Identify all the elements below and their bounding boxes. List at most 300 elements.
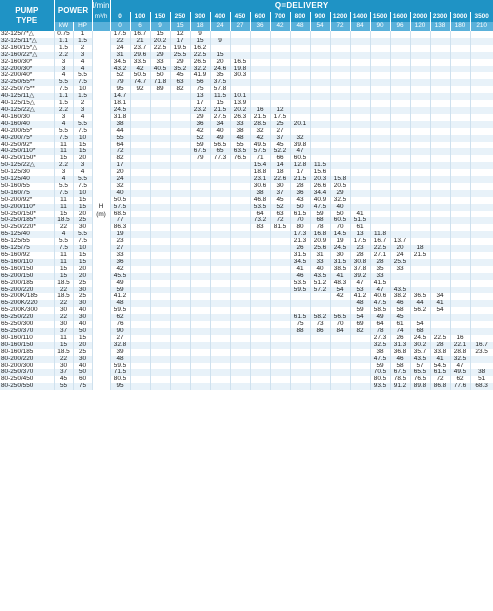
kw-cell: 1.1 — [54, 93, 73, 100]
head-value-cell — [370, 121, 390, 128]
head-value-cell — [410, 162, 430, 169]
head-value-cell — [470, 66, 493, 73]
head-value-cell — [270, 314, 290, 321]
head-value-cell — [430, 217, 450, 224]
head-value-cell: 33.5 — [130, 59, 150, 66]
table-row — [0, 204, 493, 211]
head-value-cell — [410, 155, 430, 162]
head-value-cell — [150, 169, 170, 176]
head-value-cell — [270, 273, 290, 280]
head-value-cell — [370, 204, 390, 211]
head-value-cell — [210, 356, 230, 363]
head-value-cell — [450, 307, 470, 314]
head-value-cell: 28 — [430, 342, 450, 349]
head-value-cell — [330, 93, 350, 100]
head-value-cell — [430, 259, 450, 266]
head-value-cell: 13.7 — [390, 238, 410, 245]
head-value-cell: 35.7 — [410, 349, 430, 356]
head-value-cell — [410, 142, 430, 149]
head-value-cell — [470, 314, 493, 321]
head-value-cell — [150, 280, 170, 287]
head-value-cell: 52 — [190, 135, 210, 142]
head-value-cell: 38.2 — [390, 293, 410, 300]
head-value-cell — [210, 335, 230, 342]
head-value-cell — [470, 107, 493, 114]
head-value-cell — [290, 307, 310, 314]
head-value-cell — [170, 204, 190, 211]
head-value-cell: 11.5 — [310, 162, 330, 169]
head-value-cell: 31 — [310, 252, 330, 259]
head-value-cell: 27 — [270, 128, 290, 135]
head-value-cell: 47 — [450, 363, 470, 370]
head-value-cell: 79 — [190, 155, 210, 162]
kw-cell: 0.75 — [54, 31, 73, 38]
table-row — [0, 335, 493, 342]
head-value-cell: 34.4 — [310, 190, 330, 197]
head-value-cell — [290, 114, 310, 121]
power-header: POWER — [54, 0, 92, 22]
head-value-cell — [290, 66, 310, 73]
m3h-value: 27 — [230, 22, 250, 31]
head-value-cell — [150, 135, 170, 142]
head-value-cell: 11.5 — [210, 93, 230, 100]
head-value-cell: 38 — [250, 190, 270, 197]
head-value-cell: 24 — [110, 176, 130, 183]
head-value-cell: 59.5 — [290, 287, 310, 294]
head-value-cell — [370, 45, 390, 52]
head-value-cell — [270, 59, 290, 66]
head-value-cell — [170, 121, 190, 128]
head-value-cell — [390, 231, 410, 238]
head-value-cell — [410, 266, 430, 273]
kw-cell: 37 — [54, 328, 73, 335]
head-value-cell — [230, 252, 250, 259]
head-value-cell — [390, 135, 410, 142]
head-value-cell — [190, 231, 210, 238]
head-value-cell — [430, 79, 450, 86]
head-value-cell: 49 — [370, 314, 390, 321]
head-value-cell — [250, 252, 270, 259]
hp-cell: 3 — [73, 107, 92, 114]
head-value-cell: 37 — [270, 135, 290, 142]
head-value-cell: 82 — [110, 155, 130, 162]
pump-type-cell: 32-160/22*△ — [0, 52, 54, 59]
head-value-cell — [230, 280, 250, 287]
table-row — [0, 245, 493, 252]
pump-type-cell: 50-160/55 — [0, 183, 54, 190]
head-value-cell: 43.5 — [410, 356, 430, 363]
head-value-cell — [190, 238, 210, 245]
head-value-cell: 26.3 — [230, 114, 250, 121]
head-value-cell: 43 — [290, 197, 310, 204]
hp-cell: 5.5 — [73, 121, 92, 128]
pump-type-cell: 50-125/30 — [0, 169, 54, 176]
head-value-cell — [350, 383, 370, 390]
kw-cell: 11 — [54, 335, 73, 342]
head-value-cell: 34.5 — [290, 259, 310, 266]
head-value-cell: 70 — [330, 321, 350, 328]
head-value-cell: 65.5 — [410, 369, 430, 376]
lmin-value: 250 — [170, 12, 190, 22]
hp-cell: 30 — [73, 287, 92, 294]
head-value-cell: 23.7 — [130, 45, 150, 52]
head-value-cell — [150, 211, 170, 218]
kw-cell: 18.5 — [54, 349, 73, 356]
head-value-cell — [150, 245, 170, 252]
kw-cell: 37 — [54, 369, 73, 376]
head-value-cell: 80.5 — [370, 376, 390, 383]
head-value-cell — [250, 45, 270, 52]
head-value-cell — [250, 100, 270, 107]
head-value-cell — [370, 224, 390, 231]
head-value-cell — [170, 335, 190, 342]
head-value-cell — [190, 349, 210, 356]
head-value-cell: 9 — [210, 38, 230, 45]
head-value-cell — [450, 231, 470, 238]
lmin-value: 400 — [210, 12, 230, 22]
pump-type-cell: 32-125/7*△ — [0, 31, 54, 38]
head-value-cell: 49.5 — [250, 142, 270, 149]
head-value-cell — [290, 349, 310, 356]
head-value-cell: 41 — [330, 273, 350, 280]
head-value-cell: 15 — [190, 38, 210, 45]
head-value-cell — [150, 121, 170, 128]
head-value-cell — [330, 335, 350, 342]
pump-type-cell: 80-160/150 — [0, 342, 54, 349]
head-value-cell — [210, 45, 230, 52]
head-value-cell — [470, 38, 493, 45]
head-value-cell — [350, 176, 370, 183]
head-value-cell — [310, 107, 330, 114]
head-value-cell — [210, 307, 230, 314]
head-value-cell: 13.9 — [230, 100, 250, 107]
head-value-cell: 33 — [230, 121, 250, 128]
head-value-cell — [450, 86, 470, 93]
head-value-cell: 23 — [350, 245, 370, 252]
head-value-cell — [330, 114, 350, 121]
head-value-cell — [170, 328, 190, 335]
head-value-cell — [170, 155, 190, 162]
head-value-cell — [130, 293, 150, 300]
head-value-cell — [410, 86, 430, 93]
head-value-cell — [170, 114, 190, 121]
head-value-cell — [330, 31, 350, 38]
head-value-cell: 48 — [110, 300, 130, 307]
hp-cell: 30 — [73, 356, 92, 363]
kw-cell: 18.5 — [54, 217, 73, 224]
head-value-cell — [150, 363, 170, 370]
head-value-cell — [470, 363, 493, 370]
head-value-cell — [190, 169, 210, 176]
head-value-cell — [330, 369, 350, 376]
head-value-cell — [410, 31, 430, 38]
head-value-cell: 46 — [390, 300, 410, 307]
table-row — [0, 31, 493, 38]
head-value-cell — [250, 356, 270, 363]
head-value-cell — [150, 287, 170, 294]
head-value-cell — [470, 211, 493, 218]
pump-type-cell: 65-200K/185 — [0, 293, 54, 300]
head-value-cell — [170, 280, 190, 287]
head-value-cell — [390, 169, 410, 176]
head-value-cell: 53.5 — [290, 280, 310, 287]
hp-cell: 50 — [73, 328, 92, 335]
head-value-cell — [470, 162, 493, 169]
head-value-cell — [310, 100, 330, 107]
head-value-cell: 59 — [370, 363, 390, 370]
head-value-cell — [130, 197, 150, 204]
lmin-value: 1500 — [370, 12, 390, 22]
head-value-cell: 79 — [110, 79, 130, 86]
hp-cell: 10 — [73, 135, 92, 142]
head-value-cell — [150, 259, 170, 266]
head-value-cell — [450, 59, 470, 66]
head-value-cell — [230, 245, 250, 252]
head-value-cell: 72 — [430, 376, 450, 383]
head-value-cell — [270, 245, 290, 252]
head-value-cell — [290, 376, 310, 383]
head-value-cell — [330, 38, 350, 45]
kw-cell: 2.2 — [54, 107, 73, 114]
head-value-cell — [170, 321, 190, 328]
head-value-cell: 33 — [310, 259, 330, 266]
head-value-cell — [290, 59, 310, 66]
head-value-cell: 14.7 — [110, 93, 130, 100]
head-value-cell — [150, 349, 170, 356]
head-value-cell — [350, 369, 370, 376]
head-value-cell — [450, 321, 470, 328]
head-value-cell — [290, 86, 310, 93]
head-value-cell — [430, 176, 450, 183]
head-value-cell: 12 — [270, 107, 290, 114]
head-value-cell: 64 — [250, 211, 270, 218]
m3h-value: 54 — [310, 22, 330, 31]
head-value-cell — [190, 224, 210, 231]
head-value-cell — [170, 231, 190, 238]
head-value-cell — [350, 190, 370, 197]
head-value-cell — [210, 321, 230, 328]
pump-type-cell: 65-160/150 — [0, 266, 54, 273]
table-row — [0, 376, 493, 383]
head-value-cell — [250, 287, 270, 294]
head-value-cell: 57 — [410, 363, 430, 370]
head-value-cell — [250, 52, 270, 59]
head-value-cell: 57.5 — [110, 204, 130, 211]
head-value-cell: 24 — [110, 45, 130, 52]
kw-cell: 15 — [54, 273, 73, 280]
head-value-cell: 39 — [110, 349, 130, 356]
head-value-cell — [270, 79, 290, 86]
head-value-cell — [150, 238, 170, 245]
head-value-cell — [150, 128, 170, 135]
head-value-cell — [190, 376, 210, 383]
head-value-cell — [410, 100, 430, 107]
head-value-cell — [230, 321, 250, 328]
head-value-cell — [310, 86, 330, 93]
pump-type-cell: 40-125/11△ — [0, 93, 54, 100]
head-value-cell — [470, 176, 493, 183]
delivery-header: Q=DELIVERY — [110, 0, 493, 12]
head-value-cell — [330, 79, 350, 86]
table-row — [0, 287, 493, 294]
head-unit-line1: H — [98, 202, 104, 210]
head-value-cell — [290, 363, 310, 370]
table-row — [0, 59, 493, 66]
pump-type-cell: 40-250/110* — [0, 148, 54, 155]
head-value-cell — [230, 224, 250, 231]
head-value-cell: 42 — [110, 266, 130, 273]
head-value-cell: 37 — [270, 190, 290, 197]
head-value-cell: 59 — [110, 287, 130, 294]
head-value-cell — [450, 38, 470, 45]
head-value-cell — [130, 328, 150, 335]
head-value-cell: 31.8 — [110, 114, 130, 121]
head-value-cell — [150, 183, 170, 190]
hp-cell: 25 — [73, 280, 92, 287]
hp-cell: 30 — [73, 224, 92, 231]
head-value-cell: 51 — [470, 376, 493, 383]
hp-cell: 1.5 — [73, 38, 92, 45]
head-value-cell: 40 — [330, 204, 350, 211]
head-value-cell — [230, 342, 250, 349]
hp-cell: 7.5 — [73, 79, 92, 86]
hp-header: HP — [73, 22, 92, 31]
kw-cell: 7.5 — [54, 190, 73, 197]
head-value-cell — [370, 197, 390, 204]
head-value-cell — [210, 190, 230, 197]
kw-cell: 4 — [54, 176, 73, 183]
head-value-cell — [370, 100, 390, 107]
head-value-cell — [270, 335, 290, 342]
head-value-cell — [370, 86, 390, 93]
hp-cell: 25 — [73, 349, 92, 356]
head-value-cell — [450, 135, 470, 142]
head-value-cell: 47 — [370, 287, 390, 294]
lmin-value: 3500 — [470, 12, 493, 22]
head-value-cell — [470, 86, 493, 93]
pump-type-cell: 65-125/75 — [0, 245, 54, 252]
head-value-cell — [250, 342, 270, 349]
head-value-cell — [150, 328, 170, 335]
head-value-cell: 16.8 — [310, 231, 330, 238]
head-value-cell — [230, 176, 250, 183]
head-value-cell — [470, 155, 493, 162]
head-value-cell — [210, 211, 230, 218]
head-value-cell — [230, 238, 250, 245]
kw-cell: 5.5 — [54, 183, 73, 190]
head-value-cell: 54 — [430, 307, 450, 314]
l-min-unit: l/min — [92, 0, 110, 12]
head-value-cell — [130, 100, 150, 107]
head-value-cell: 45 — [270, 142, 290, 149]
hp-cell: 10 — [73, 86, 92, 93]
head-value-cell: 16.7 — [470, 342, 493, 349]
head-value-cell — [250, 59, 270, 66]
head-value-cell: 22 — [110, 38, 130, 45]
head-value-cell — [430, 266, 450, 273]
head-value-cell: 68 — [310, 217, 330, 224]
head-value-cell: 20.2 — [230, 107, 250, 114]
hp-cell: 30 — [73, 314, 92, 321]
head-value-cell — [370, 128, 390, 135]
m3h-value: 90 — [370, 22, 390, 31]
head-value-cell — [270, 369, 290, 376]
table-row — [0, 169, 493, 176]
head-value-cell: 84 — [330, 328, 350, 335]
head-value-cell: 44 — [110, 128, 130, 135]
head-value-cell: 35 — [210, 72, 230, 79]
head-value-cell — [370, 155, 390, 162]
head-value-cell — [190, 314, 210, 321]
head-value-cell — [450, 266, 470, 273]
head-value-cell — [410, 176, 430, 183]
head-value-cell: 22.5 — [370, 245, 390, 252]
head-value-cell: 78 — [310, 224, 330, 231]
hp-cell: 50 — [73, 369, 92, 376]
head-value-cell — [370, 52, 390, 59]
head-value-cell: 68.5 — [110, 211, 130, 218]
head-value-cell — [350, 38, 370, 45]
head-value-cell — [210, 287, 230, 294]
head-value-cell — [150, 162, 170, 169]
head-value-cell: 56.5 — [330, 314, 350, 321]
head-value-cell — [410, 183, 430, 190]
head-value-cell — [310, 335, 330, 342]
head-value-cell — [450, 121, 470, 128]
pump-type-cell: 50-250/150* — [0, 211, 54, 218]
kw-cell: 11 — [54, 148, 73, 155]
head-value-cell — [150, 252, 170, 259]
head-value-cell — [230, 169, 250, 176]
head-value-cell — [210, 383, 230, 390]
head-value-cell: 43.5 — [390, 287, 410, 294]
m3h-value: 18 — [190, 22, 210, 31]
head-value-cell — [350, 66, 370, 73]
head-value-cell — [390, 79, 410, 86]
head-value-cell — [130, 356, 150, 363]
m3h-value: 120 — [410, 22, 430, 31]
head-value-cell — [470, 59, 493, 66]
head-value-cell — [190, 273, 210, 280]
head-value-cell — [310, 135, 330, 142]
m3h-value: 180 — [450, 22, 470, 31]
head-value-cell: 11.8 — [370, 231, 390, 238]
head-value-cell — [210, 259, 230, 266]
pump-type-cell: 80-160/110 — [0, 335, 54, 342]
head-value-cell: 73.2 — [250, 217, 270, 224]
head-value-cell — [450, 238, 470, 245]
head-value-cell — [310, 142, 330, 149]
head-value-cell: 24.5 — [330, 245, 350, 252]
head-value-cell: 35 — [370, 266, 390, 273]
head-value-cell: 17 — [170, 38, 190, 45]
table-row — [0, 93, 493, 100]
head-value-cell: 40 — [210, 128, 230, 135]
head-value-cell — [470, 100, 493, 107]
lmin-value: 700 — [270, 12, 290, 22]
head-value-cell: 90 — [110, 328, 130, 335]
head-value-cell — [250, 383, 270, 390]
head-value-cell: 41 — [430, 356, 450, 363]
head-value-cell: 67.5 — [190, 148, 210, 155]
head-value-cell: 59.5 — [110, 307, 130, 314]
head-value-cell — [370, 31, 390, 38]
head-value-cell: 34.5 — [110, 59, 130, 66]
head-value-cell — [270, 383, 290, 390]
head-value-cell — [210, 363, 230, 370]
head-value-cell — [150, 321, 170, 328]
head-value-cell — [130, 128, 150, 135]
